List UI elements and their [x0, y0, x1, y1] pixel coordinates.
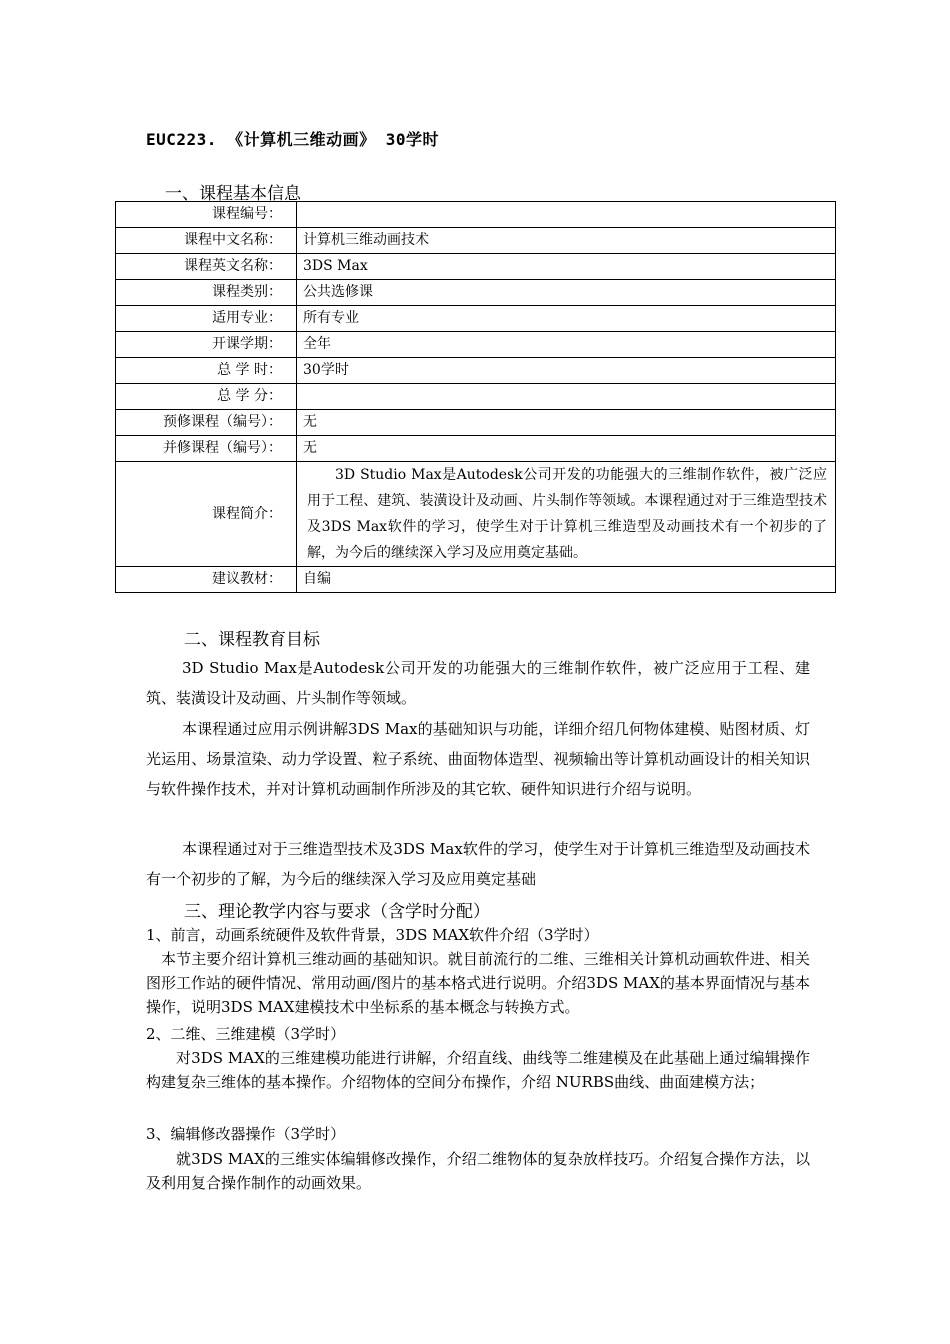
row-value: 无	[297, 410, 836, 436]
course-intro-text: 3D Studio Max是Autodesk公司开发的功能强大的三维制作软件，被广泛应用于工程、建筑、装潢设计及动画、片头制作等领域。本课程通过对于三维造型技术及3DS Max软件的学习，使学生对于计算机三维造型及动画技术有一个初步的了解，为今后的继续深入学习及应用奠定基础。	[297, 462, 836, 567]
row-label: 课程英文名称：	[116, 254, 297, 280]
section-1-heading: 一、课程基本信息	[165, 184, 301, 204]
row-label: 课程类别：	[116, 280, 297, 306]
row-label: 总 学 分：	[116, 384, 297, 410]
row-value: 计算机三维动画技术	[297, 228, 836, 254]
table-row	[116, 332, 836, 358]
objective-paragraph: 本课程通过对于三维造型技术及3DS Max软件的学习，使学生对于计算机三维造型及动画技术有一个初步的了解，为今后的继续深入学习及应用奠定基础	[146, 840, 810, 888]
row-value: 全年	[297, 332, 836, 358]
row-value: 公共选修课	[297, 280, 836, 306]
row-label: 适用专业：	[116, 306, 297, 332]
content-item-title: 2、二维、三维建模（3学时）	[146, 1025, 346, 1043]
table-row	[116, 202, 836, 228]
content-item-body: 本节主要介绍计算机三维动画的基础知识。就目前流行的二维、三维相关计算机动画软件进、相关图形工作站的硬件情况、常用动画/图片的基本格式进行说明。介绍3DS MAX的基本界面情况与基本操作，说明3DS MAX建模技术中坐标系的基本概念与转换方式。	[146, 950, 810, 1016]
row-label: 开课学期：	[116, 332, 297, 358]
row-label: 课程简介：	[116, 462, 297, 567]
row-label: 并修课程（编号）：	[116, 436, 297, 462]
content-item-title: 1、前言，动画系统硬件及软件背景，3DS MAX软件介绍（3学时）	[146, 926, 599, 944]
row-label: 课程中文名称：	[116, 228, 297, 254]
row-label: 建议教材：	[116, 567, 297, 593]
row-value: 无	[297, 436, 836, 462]
content-item-body: 对3DS MAX的三维建模功能进行讲解，介绍直线、曲线等二维建模及在此基础上通过编辑操作构建复杂三维体的基本操作。介绍物体的空间分布操作，介绍 NURBS曲线、曲面建模方法；	[146, 1049, 810, 1091]
table-row	[116, 462, 836, 567]
row-value: 3DS Max	[297, 254, 836, 280]
row-label: 总 学 时：	[116, 358, 297, 384]
row-value: 30学时	[297, 358, 836, 384]
table-row	[116, 384, 836, 410]
table-row	[116, 567, 836, 593]
document-title: EUC223. 《计算机三维动画》 30学时	[146, 130, 439, 149]
row-label: 课程编号：	[116, 202, 297, 228]
row-label: 预修课程（编号）：	[116, 410, 297, 436]
table-row	[116, 254, 836, 280]
content-item-title: 3、编辑修改器操作（3学时）	[146, 1125, 346, 1143]
table-row	[116, 358, 836, 384]
table-row	[116, 436, 836, 462]
section-2-heading: 二、课程教育目标	[184, 630, 320, 650]
row-value	[297, 384, 836, 410]
table-row	[116, 306, 836, 332]
section-3-heading: 三、理论教学内容与要求（含学时分配）	[184, 902, 490, 922]
row-value	[297, 202, 836, 228]
row-value: 自编	[297, 567, 836, 593]
table-row	[116, 410, 836, 436]
course-info-table	[115, 201, 836, 593]
objective-paragraph: 本课程通过应用示例讲解3DS Max的基础知识与功能，详细介绍几何物体建模、贴图材质、灯光运用、场景渲染、动力学设置、粒子系统、曲面物体造型、视频输出等计算机动画设计的相关知识与软件操作技术，并对计算机动画制作所涉及的其它软、硬件知识进行介绍与说明。	[146, 720, 810, 798]
content-item-body: 就3DS MAX的三维实体编辑修改操作，介绍二维物体的复杂放样技巧。介绍复合操作方法，以及利用复合操作制作的动画效果。	[146, 1150, 810, 1192]
table-row	[116, 280, 836, 306]
objective-paragraph: 3D Studio Max是Autodesk公司开发的功能强大的三维制作软件，被广泛应用于工程、建筑、装潢设计及动画、片头制作等领域。	[146, 659, 810, 707]
row-value: 所有专业	[297, 306, 836, 332]
table-row	[116, 228, 836, 254]
